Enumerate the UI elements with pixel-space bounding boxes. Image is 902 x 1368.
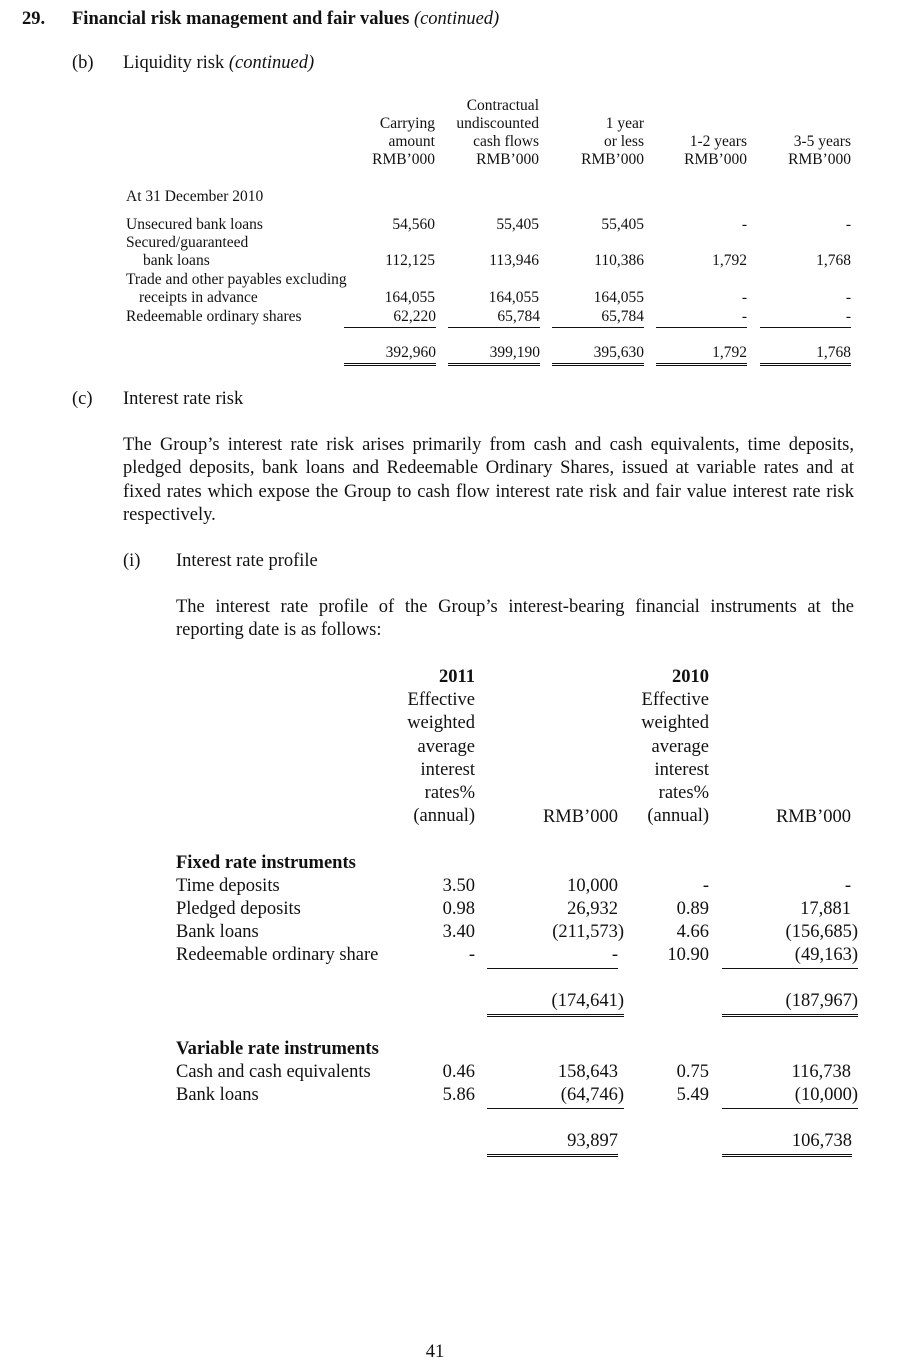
liquidity-cell: -	[760, 308, 851, 328]
profile-row-label: Cash and cash equivalents	[176, 1062, 371, 1082]
fixed-total-2010: (187,967)	[722, 990, 858, 1017]
liquidity-row-label: Unsecured bank loans	[126, 216, 263, 233]
profile-cell: 17,881	[800, 899, 851, 919]
liquidity-col-header-1year: 1 year or less RMB’000	[581, 115, 644, 168]
interest-sub-title: Interest rate profile	[176, 551, 318, 571]
liquidity-total: 399,190	[448, 344, 540, 366]
liquidity-cell: 55,405	[601, 216, 644, 233]
liquidity-label: (b)	[72, 53, 94, 73]
liquidity-cell: 164,055	[488, 289, 539, 306]
liquidity-cell: 1,792	[712, 252, 747, 269]
liquidity-cell: -	[741, 289, 747, 306]
variable-total-2011: 93,897	[487, 1130, 618, 1157]
profile-cell: (211,573)	[552, 922, 624, 942]
profile-cell: 0.46	[442, 1062, 475, 1082]
liquidity-cell: 112,125	[385, 252, 435, 269]
interest-label: (c)	[72, 389, 93, 409]
liquidity-cell: 54,560	[392, 216, 435, 233]
profile-cell: 26,932	[567, 899, 618, 919]
liquidity-cell: 164,055	[384, 289, 435, 306]
profile-cell: 116,738	[791, 1062, 851, 1082]
liquidity-row-label: Trade and other payables excluding	[126, 271, 347, 288]
profile-row-label: Bank loans	[176, 1085, 259, 1105]
liquidity-cell: -	[656, 308, 747, 328]
liquidity-row-label: Secured/guaranteed	[126, 234, 249, 251]
liquidity-col-header-3-5years: 3-5 years RMB’000	[788, 133, 851, 168]
liquidity-cell: 164,055	[593, 289, 644, 306]
section-number: 29.	[22, 9, 46, 29]
profile-row-label: Time deposits	[176, 876, 280, 896]
profile-cell: -	[844, 876, 851, 896]
profile-cell: 10.90	[667, 945, 709, 965]
profile-year-2010: 2010	[672, 667, 709, 687]
interest-title: Interest rate risk	[123, 389, 244, 409]
profile-cell: 0.89	[676, 899, 709, 919]
liquidity-col-header-contractual: Contractual undiscounted cash flows RMB’000	[456, 97, 539, 168]
liquidity-total: 395,630	[552, 344, 644, 366]
liquidity-cell: 62,220	[344, 308, 436, 328]
profile-cell: -	[487, 944, 618, 969]
liquidity-cell: 110,386	[594, 252, 644, 269]
liquidity-cell: 1,768	[816, 252, 851, 269]
liquidity-row-label-cont: bank loans	[143, 252, 210, 269]
profile-rate-header-2010: Effective weighted average interest rates% (annual)	[641, 690, 709, 827]
section-title-suffix: (continued)	[413, 9, 500, 29]
liquidity-cell: 55,405	[496, 216, 539, 233]
liquidity-cell: 65,784	[448, 308, 540, 328]
profile-cell: (156,685)	[785, 922, 858, 942]
interest-sub-paragraph: The interest rate profile of the Group’s interest-bearing financial instruments at the reporting date is as follows:	[176, 597, 854, 641]
profile-cell: 3.50	[442, 876, 475, 896]
profile-cell: 3.40	[442, 922, 475, 942]
profile-year-2011: 2011	[439, 667, 475, 687]
liquidity-total: 1,792	[656, 344, 747, 366]
profile-row-label: Bank loans	[176, 922, 259, 942]
profile-cell: 0.75	[676, 1062, 709, 1082]
profile-cell: (49,163)	[722, 944, 858, 969]
profile-cell: 10,000	[567, 876, 618, 896]
page-number: 41	[425, 1342, 445, 1362]
variable-heading: Variable rate instruments	[176, 1039, 379, 1059]
liquidity-date-label: At 31 December 2010	[126, 188, 264, 205]
profile-amount-header-2011: RMB’000	[542, 807, 618, 827]
profile-cell: 5.86	[442, 1085, 475, 1105]
profile-cell: 4.66	[676, 922, 709, 942]
liquidity-row-label: Redeemable ordinary shares	[126, 308, 302, 325]
liquidity-cell: -	[845, 289, 851, 306]
profile-cell: 0.98	[442, 899, 475, 919]
profile-row-label: Pledged deposits	[176, 899, 301, 919]
profile-row-label: Redeemable ordinary share	[176, 945, 379, 965]
fixed-heading: Fixed rate instruments	[176, 853, 356, 873]
profile-cell: 5.49	[676, 1085, 709, 1105]
liquidity-cell: -	[741, 216, 747, 233]
variable-total-2010: 106,738	[722, 1130, 852, 1157]
profile-cell: (10,000)	[722, 1084, 858, 1109]
liquidity-cell: 65,784	[552, 308, 644, 328]
profile-cell: -	[468, 945, 475, 965]
interest-sub-label: (i)	[123, 551, 141, 571]
liquidity-title	[123, 52, 314, 75]
liquidity-cell: -	[845, 216, 851, 233]
liquidity-cell: 113,946	[489, 252, 539, 269]
profile-cell: -	[702, 876, 709, 896]
liquidity-row-label-cont: receipts in advance	[139, 289, 258, 306]
liquidity-title-suffix: (continued)	[228, 53, 315, 73]
profile-amount-header-2010: RMB’000	[775, 807, 851, 827]
interest-paragraph: The Group’s interest rate risk arises primarily from cash and cash equivalents, time deposits, pledged deposits, bank loans and Redeemable Ordinary Shares, issued at variable rates and at fixed rates which expose the Group to cash flow interest rate risk and fair value interest rate risk respectively.	[123, 435, 854, 525]
section-title	[72, 8, 499, 31]
section-title-text: Financial risk management and fair values	[72, 9, 410, 29]
profile-cell: (64,746)	[487, 1084, 624, 1109]
liquidity-total: 1,768	[760, 344, 851, 366]
fixed-total-2011: (174,641)	[487, 990, 624, 1017]
liquidity-col-header-1-2years: 1-2 years RMB’000	[684, 133, 747, 168]
liquidity-title-text: Liquidity risk	[123, 53, 225, 73]
profile-cell: 158,643	[557, 1062, 618, 1082]
liquidity-total: 392,960	[344, 344, 436, 366]
liquidity-col-header-carrying: Carrying amount RMB’000	[372, 115, 435, 168]
profile-rate-header-2011: Effective weighted average interest rates% (annual)	[407, 690, 475, 827]
